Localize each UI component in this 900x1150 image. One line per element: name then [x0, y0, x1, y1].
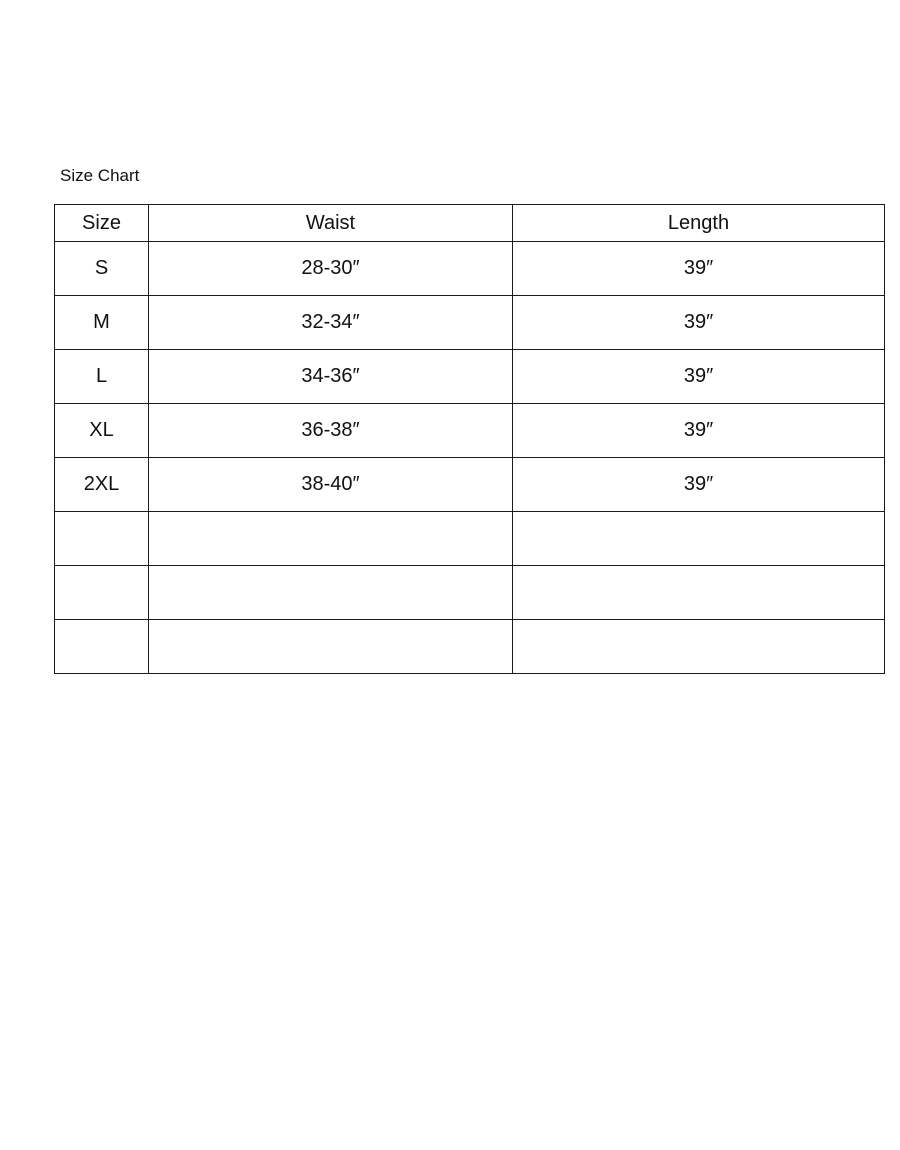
size-cell: M [55, 296, 149, 350]
length-cell [513, 620, 885, 674]
length-cell: 39″ [513, 350, 885, 404]
waist-cell: 32-34″ [149, 296, 513, 350]
size-cell [55, 566, 149, 620]
size-cell [55, 512, 149, 566]
size-cell: L [55, 350, 149, 404]
table-row-empty [55, 620, 885, 674]
waist-cell: 28-30″ [149, 242, 513, 296]
length-cell [513, 512, 885, 566]
size-cell: 2XL [55, 458, 149, 512]
size-cell [55, 620, 149, 674]
waist-cell: 34-36″ [149, 350, 513, 404]
length-cell: 39″ [513, 404, 885, 458]
column-header-size: Size [55, 205, 149, 242]
column-header-length: Length [513, 205, 885, 242]
table-row [55, 242, 885, 296]
waist-cell [149, 566, 513, 620]
waist-cell: 38-40″ [149, 458, 513, 512]
length-cell: 39″ [513, 242, 885, 296]
table-row-empty [55, 566, 885, 620]
size-chart-title: Size Chart [60, 166, 140, 185]
table-row [55, 350, 885, 404]
table-row [55, 404, 885, 458]
table-header-row [55, 205, 885, 242]
table-row-empty [55, 512, 885, 566]
column-header-waist: Waist [149, 205, 513, 242]
table-row [55, 296, 885, 350]
waist-cell [149, 512, 513, 566]
size-cell: XL [55, 404, 149, 458]
size-cell: S [55, 242, 149, 296]
length-cell: 39″ [513, 296, 885, 350]
length-cell: 39″ [513, 458, 885, 512]
waist-cell [149, 620, 513, 674]
length-cell [513, 566, 885, 620]
size-chart-table [54, 204, 885, 674]
waist-cell: 36-38″ [149, 404, 513, 458]
table-row [55, 458, 885, 512]
